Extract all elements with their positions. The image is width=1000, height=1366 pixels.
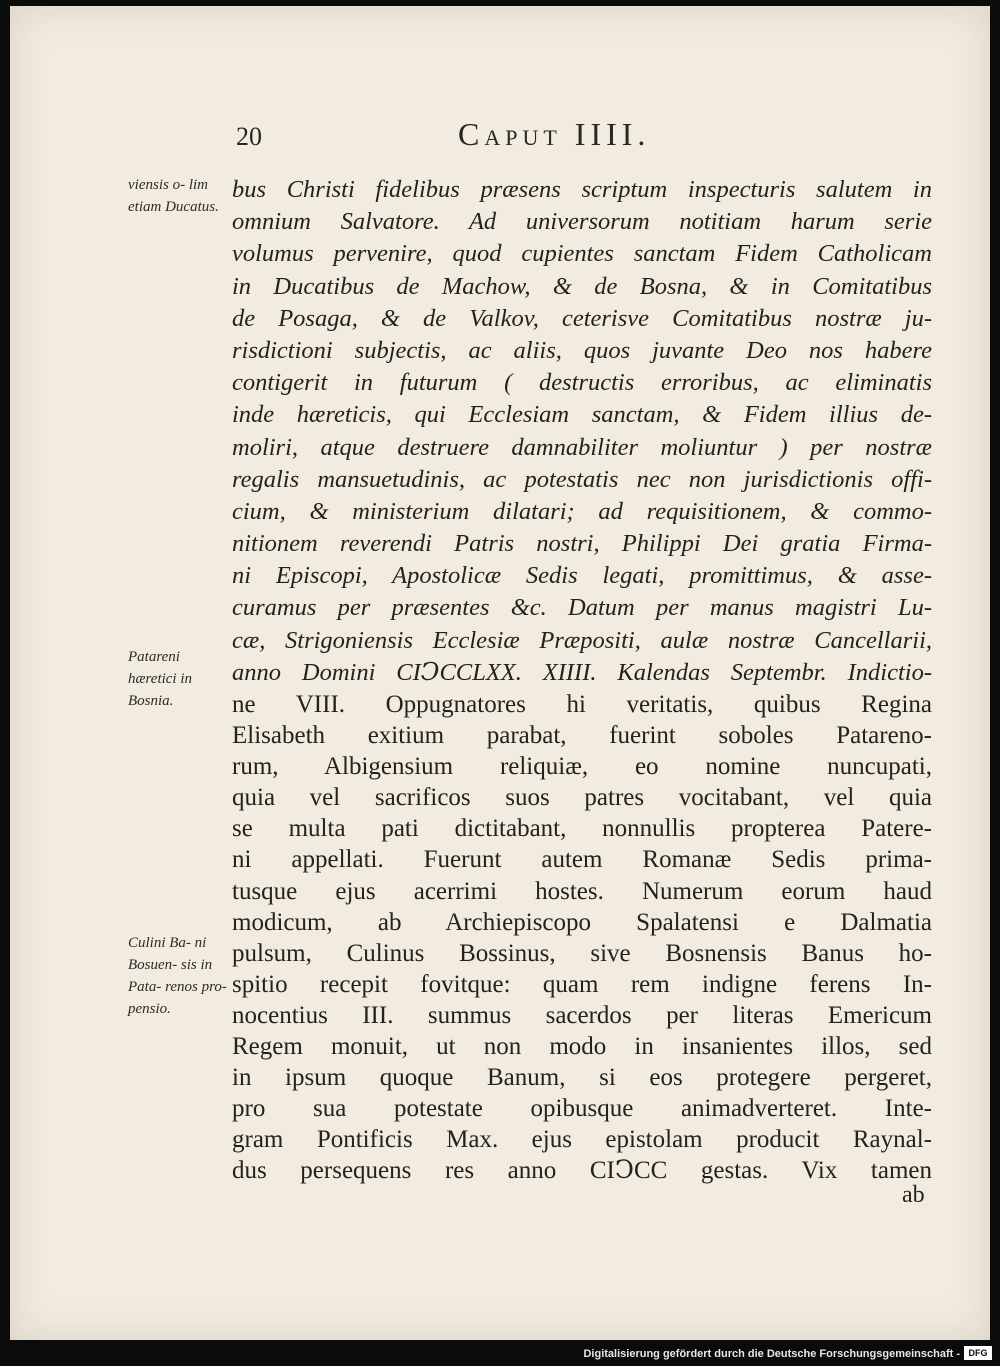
catchword: ab	[902, 1182, 925, 1208]
funding-credit: Digitalisierung gefördert durch die Deutsche Forschungsgemeinschaft -	[583, 1348, 960, 1360]
italic-line-6: risdictioni subjectis, ac aliis, quos juvante Deo nos habere	[232, 336, 932, 364]
roman-line-15: gram Pontificis Max. ejus epistolam producit Raynal-	[232, 1126, 932, 1154]
roman-line-5: se multa pati dictitabant, nonnullis propterea Patere-	[232, 815, 932, 843]
margin-note-2: Patareni hæretici in Bosnia.	[128, 649, 193, 709]
roman-line-10: spitio recepit fovitque: quam rem indigne ferens In-	[232, 970, 932, 998]
roman-line-2: Elisabeth exitium parabat, fuerint soboles Patareno-	[232, 722, 932, 750]
margin-note-1: viensis o- lim etiam Ducatus.	[128, 177, 219, 215]
italic-line-15: cæ, Strigoniensis Ecclesiæ Præpositi, aulæ nostræ Cancellarii,	[232, 626, 932, 654]
italic-charter-text	[232, 174, 932, 689]
italic-line-13: ni Episcopi, Apostolicæ Sedis legati, promittimus, & asse-	[232, 562, 932, 590]
roman-commentary-text	[232, 689, 932, 1187]
roman-line-6: ni appellati. Fuerunt autem Romanæ Sedis prima-	[232, 846, 932, 874]
page-number: 20	[236, 122, 262, 151]
italic-line-16: anno Domini CIↃCCLXX. XIIII. Kalendas Septembr. Indictio-	[232, 658, 932, 686]
italic-line-3: volumus pervenire, quod cupientes sanctam Fidem Catholicam	[232, 240, 932, 268]
book-page	[10, 6, 990, 1340]
italic-line-7: contigerit in futurum ( destructis erroribus, ac eliminatis	[232, 369, 932, 397]
roman-line-12: Regem monuit, ut non modo in insanientes illos, sed	[232, 1033, 932, 1061]
italic-line-5: de Posaga, & de Valkov, ceterisve Comitatibus nostræ ju-	[232, 304, 932, 332]
italic-line-11: cium, & ministerium dilatari; ad requisitionem, & commo-	[232, 497, 932, 525]
roman-line-16: dus persequens res anno CIↃCC gestas. Vix tamen	[232, 1157, 932, 1185]
italic-line-8: inde hæreticis, qui Ecclesiam sanctam, & Fidem illius de-	[232, 401, 932, 429]
main-text	[232, 174, 932, 1187]
footer-bar	[0, 1340, 1000, 1366]
margin-note-3: Culini Ba- ni Bosuen- sis in Pata- renos pro- pensio.	[128, 935, 227, 1017]
italic-line-4: in Ducatibus de Machow, & de Bosna, & in Comitatibus	[232, 272, 932, 300]
roman-line-8: modicum, ab Archiepiscopo Spalatensi e Dalmatia	[232, 908, 932, 936]
roman-line-14: pro sua potestate opibusque animadverteret. Inte-	[232, 1095, 932, 1123]
roman-line-11: nocentius III. summus sacerdos per literas Emericum	[232, 1001, 932, 1029]
roman-line-13: in ipsum quoque Banum, si eos protegere pergeret,	[232, 1064, 932, 1092]
italic-line-12: nitionem reverendi Patris nostri, Philippi Dei gratia Firma-	[232, 530, 932, 558]
roman-line-3: rum, Albigensium reliquiæ, eo nomine nuncupati,	[232, 753, 932, 781]
running-head: Caput IIII.	[458, 116, 651, 152]
italic-line-1: bus Christi fidelibus præsens scriptum inspecturis salutem in	[232, 176, 932, 203]
italic-line-14: curamus per præsentes &c. Datum per manus magistri Lu-	[232, 594, 932, 622]
italic-line-10: regalis mansuetudinis, ac potestatis nec non jurisdictionis offi-	[232, 465, 932, 493]
roman-line-4: quia vel sacrificos suos patres vocitabant, vel quia	[232, 784, 932, 812]
italic-line-2: omnium Salvatore. Ad universorum notitiam harum serie	[232, 208, 932, 236]
roman-line-7: tusque ejus acerrimi hostes. Numerum eorum haud	[232, 877, 932, 905]
roman-line-1: ne VIII. Oppugnatores hi veritatis, quibus Regina	[232, 691, 932, 718]
dfg-logo-icon: DFG	[964, 1346, 992, 1360]
italic-line-9: moliri, atque destruere damnabiliter moliuntur ) per nostræ	[232, 433, 932, 461]
roman-line-9: pulsum, Culinus Bossinus, sive Bosnensis Banus ho-	[232, 939, 932, 967]
